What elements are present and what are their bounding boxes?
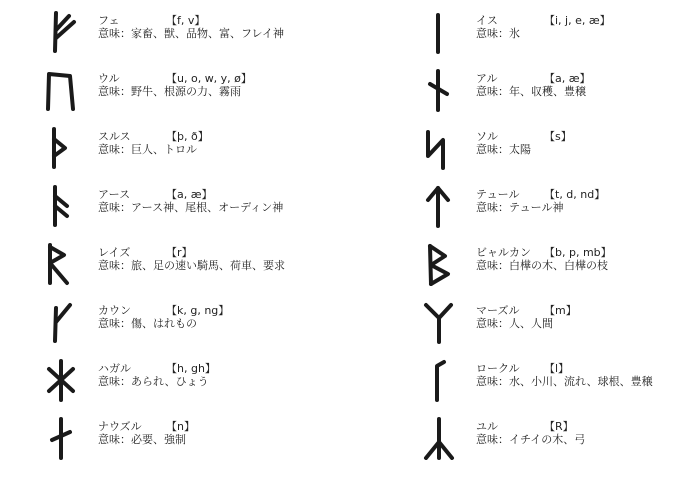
meaning-text: あられ、ひょう xyxy=(131,375,209,388)
meaning-text: 白樺の木、白樺の枝 xyxy=(509,259,608,272)
naudr-rune-icon xyxy=(40,416,84,460)
logr-rune-icon xyxy=(418,358,462,402)
rune-meaning xyxy=(98,85,252,98)
rune-name: ビャルカン xyxy=(476,246,531,259)
rune-meaning xyxy=(476,27,611,40)
rune-entry xyxy=(418,58,700,116)
rune-name: イス xyxy=(476,14,498,27)
rune-name: マーズル xyxy=(476,304,520,317)
rune-meaning xyxy=(476,143,572,156)
rune-entry xyxy=(418,348,700,406)
meaning-text: 傷、はれもの xyxy=(131,317,197,330)
uruz-rune-icon xyxy=(40,68,84,112)
rune-entry xyxy=(418,406,700,464)
rune-list-left xyxy=(40,0,370,464)
rune-meaning xyxy=(476,317,577,330)
rune-meaning xyxy=(476,85,591,98)
thurisaz-rune-icon xyxy=(40,126,84,170)
rune-sounds: 【i, j, e, æ】 xyxy=(544,14,611,27)
rune-entry xyxy=(40,348,370,406)
rune-sounds: 【R】 xyxy=(544,420,574,433)
meaning-text: 野牛、根源の力、霧雨 xyxy=(131,85,241,98)
rune-name: テュール xyxy=(476,188,520,201)
rune-sounds: 【r】 xyxy=(166,246,193,259)
rune-list-right xyxy=(418,0,700,464)
meaning-prefix: 意味： xyxy=(476,27,509,40)
meaning-text: イチイの木、弓 xyxy=(509,433,586,446)
bjarkan-rune-icon xyxy=(418,242,462,286)
rune-sounds: 【k, g, ng】 xyxy=(166,304,230,317)
meaning-prefix: 意味： xyxy=(98,85,131,98)
rune-meaning xyxy=(98,27,284,40)
rune-sounds: 【l】 xyxy=(544,362,570,375)
ar-rune-icon xyxy=(418,68,462,112)
meaning-prefix: 意味： xyxy=(476,201,509,214)
rune-entry xyxy=(40,174,370,232)
rune-sounds: 【a, æ】 xyxy=(544,72,591,85)
rune-entry xyxy=(418,0,700,58)
rune-meaning xyxy=(98,143,209,156)
rune-sounds: 【m】 xyxy=(544,304,577,317)
yr-rune-icon xyxy=(418,416,462,460)
rune-entry xyxy=(40,290,370,348)
rune-entry xyxy=(418,174,700,232)
meaning-prefix: 意味： xyxy=(476,317,509,330)
rune-sounds: 【t, d, nd】 xyxy=(544,188,606,201)
madr-rune-icon xyxy=(418,300,462,344)
rune-name: アル xyxy=(476,72,498,85)
hagall-rune-icon xyxy=(40,358,84,402)
meaning-text: アース神、尾根、オーディン神 xyxy=(131,201,284,214)
meaning-text: 水、小川、流れ、球根、豊穣 xyxy=(509,375,653,388)
rune-name: ロークル xyxy=(476,362,520,375)
rune-name: フェ xyxy=(98,14,120,27)
rune-entry xyxy=(418,116,700,174)
rune-meaning xyxy=(476,433,585,446)
rune-name: ウル xyxy=(98,72,120,85)
rune-sounds: 【n】 xyxy=(166,420,195,433)
rune-name: アース xyxy=(98,188,131,201)
rune-name: レイズ xyxy=(98,246,131,259)
rune-meaning xyxy=(98,375,216,388)
tyr-rune-icon xyxy=(418,184,462,228)
meaning-prefix: 意味： xyxy=(476,143,509,156)
meaning-text: 人、人間 xyxy=(509,317,553,330)
rune-meaning xyxy=(476,259,612,272)
kaun-rune-icon xyxy=(40,300,84,344)
meaning-prefix: 意味： xyxy=(98,143,131,156)
meaning-text: 太陽 xyxy=(509,143,531,156)
rune-name: スルス xyxy=(98,130,131,143)
rune-entry xyxy=(40,406,370,464)
meaning-text: 旅、足の速い騎馬、荷車、要求 xyxy=(131,259,285,272)
rune-sounds: 【u, o, w, y, ø】 xyxy=(166,72,252,85)
meaning-text: 年、収穫、豊穣 xyxy=(509,85,586,98)
meaning-text: テュール神 xyxy=(509,201,564,214)
ansuz-rune-icon xyxy=(40,184,84,228)
rune-meaning xyxy=(476,375,653,388)
rune-name: ユル xyxy=(476,420,498,433)
meaning-prefix: 意味： xyxy=(98,317,131,330)
rune-meaning xyxy=(98,259,285,272)
sol-rune-icon xyxy=(418,126,462,170)
meaning-prefix: 意味： xyxy=(98,27,131,40)
rune-entry xyxy=(40,232,370,290)
rune-sounds: 【b, p, mb】 xyxy=(544,246,612,259)
rune-name: ソル xyxy=(476,130,498,143)
rune-entry xyxy=(40,58,370,116)
rune-sounds: 【f, v】 xyxy=(166,14,206,27)
meaning-text: 巨人、トロル xyxy=(131,143,197,156)
rune-name: カウン xyxy=(98,304,131,317)
meaning-prefix: 意味： xyxy=(476,85,509,98)
meaning-text: 氷 xyxy=(509,27,520,40)
meaning-prefix: 意味： xyxy=(476,433,509,446)
meaning-prefix: 意味： xyxy=(98,259,131,272)
isa-rune-icon xyxy=(418,10,462,54)
rune-sounds: 【h, gh】 xyxy=(166,362,216,375)
meaning-text: 必要、強制 xyxy=(131,433,186,446)
rune-meaning xyxy=(98,201,283,214)
rune-entry xyxy=(40,116,370,174)
rune-name: ナウズル xyxy=(98,420,142,433)
rune-sounds: 【þ, ð】 xyxy=(166,130,209,143)
rune-entry xyxy=(40,0,370,58)
rune-entry xyxy=(418,290,700,348)
raido-rune-icon xyxy=(40,242,84,286)
rune-entry xyxy=(418,232,700,290)
rune-name: ハガル xyxy=(98,362,131,375)
rune-sounds: 【a, æ】 xyxy=(166,188,213,201)
meaning-prefix: 意味： xyxy=(476,259,509,272)
meaning-text: 家畜、獣、品物、富、フレイ神 xyxy=(131,27,285,40)
meaning-prefix: 意味： xyxy=(476,375,509,388)
rune-meaning xyxy=(98,317,229,330)
meaning-prefix: 意味： xyxy=(98,201,131,214)
rune-meaning xyxy=(98,433,195,446)
rune-meaning xyxy=(476,201,605,214)
meaning-prefix: 意味： xyxy=(98,433,131,446)
fehu-rune-icon xyxy=(40,10,84,54)
meaning-prefix: 意味： xyxy=(98,375,131,388)
rune-sounds: 【s】 xyxy=(544,130,572,143)
